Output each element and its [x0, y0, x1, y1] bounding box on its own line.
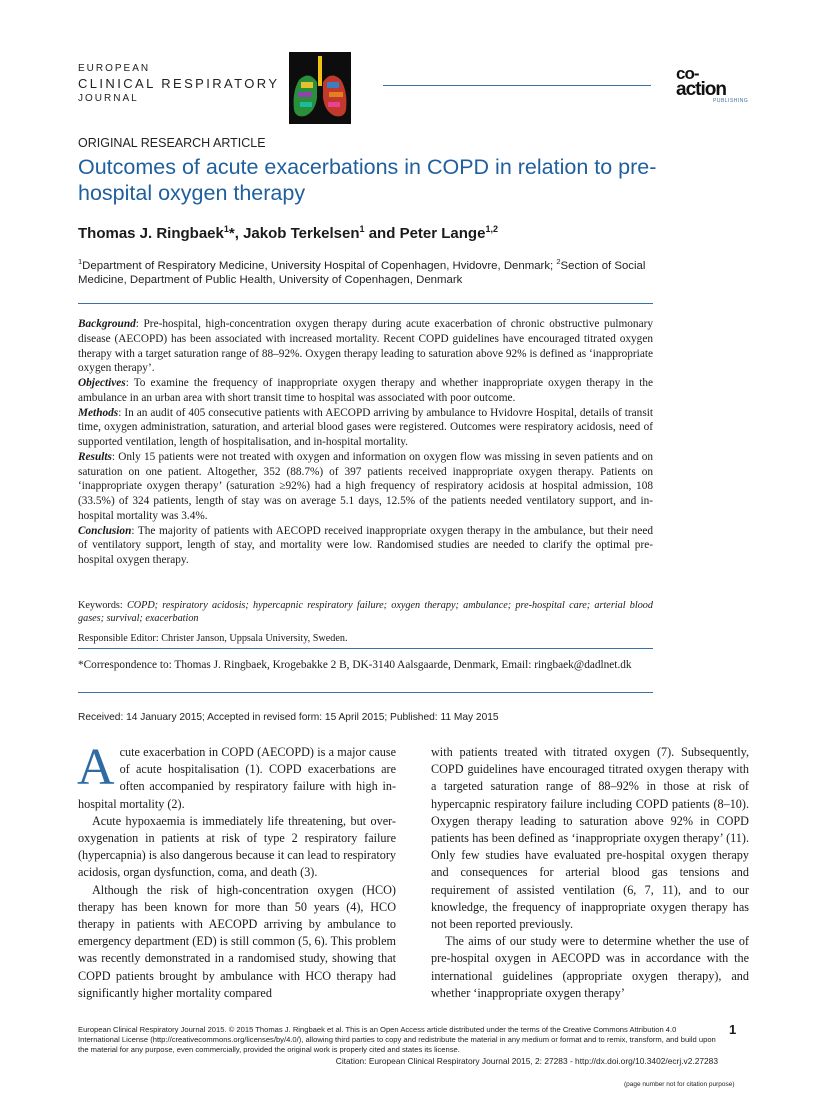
body-column-right — [431, 744, 749, 1002]
affiliation-text: Section of Social Medicine, Department of Public Health, University of Copenhagen, Denmark — [78, 259, 646, 286]
page-footer — [78, 1025, 718, 1066]
citation-line: Citation: European Clinical Respiratory Journal 2015, 2: 27283 - http://dx.doi.org/10.3402/ecrj.v2.27283 — [335, 1055, 718, 1066]
journal-name-line3: JOURNAL — [78, 93, 139, 104]
body-column-left — [77, 739, 396, 1002]
affiliation-marker: 1,2 — [485, 224, 498, 234]
body-paragraph: Although the risk of high-concentration oxygen (HCO) therapy has been known for more than 50 years (4), HCO therapy in patients with AECOPD arriving by ambulance to emergency department (ED) is still common (5, 6). This problem was recently demonstrated in a randomised study, showing that COPD patients brought by ambulance with HCO therapy had significantly higher mortality compared — [78, 882, 396, 1000]
section-label: Conclusion — [78, 524, 132, 537]
affiliation-marker: 2 — [556, 257, 561, 266]
header-divider — [383, 85, 651, 86]
author-name: Peter Lange — [399, 225, 486, 242]
journal-name-line1: EUROPEAN — [78, 63, 151, 74]
author-separator: *, — [228, 225, 244, 242]
abstract-results — [78, 450, 653, 524]
publication-dates: Received: 14 January 2015; Accepted in revised form: 15 April 2015; Published: 11 May 2015 — [78, 712, 499, 723]
license-notice: European Clinical Respiratory Journal 2015. © 2015 Thomas J. Ringbaek et al. This is an Open Access article distributed under the terms of the Creative Commons Attribution 4.0 International License (http://creativecommons.org/licenses/by/4.0/), allowing third parties to copy and redistribute the material in any medium or format and to remix, transform, and build upon the material for any purpose, even commercially, provided the original work is properly cited and states its license. — [78, 1025, 716, 1055]
lungs-illustration — [289, 52, 351, 124]
affiliation-marker: 1 — [359, 224, 365, 234]
abstract-bottom-divider — [78, 692, 653, 693]
responsible-editor: Responsible Editor: Christer Janson, Uppsala University, Sweden. — [78, 633, 348, 644]
page-number: 1 — [729, 1022, 737, 1037]
section-label: Background — [78, 318, 136, 330]
author-name: Jakob Terkelsen — [243, 225, 360, 242]
keywords-label: Keywords: — [78, 600, 127, 611]
section-label: Methods — [78, 406, 119, 419]
section-label: Objectives — [78, 377, 126, 389]
journal-cover-image — [289, 52, 351, 124]
keywords — [78, 599, 653, 625]
correspondence-divider — [78, 648, 653, 649]
body-paragraph: with patients treated with titrated oxygen (7). Subsequently, COPD guidelines have encouraged titrated oxygen therapy with a targeted saturation range of 88–92% in those at risk of hypercapnic respiratory failure including COPD patients (8–10). Oxygen therapy leading to saturation above 92% in COPD patients has been defined as ‘inappropriate oxygen therapy’ (11). Only few studies have evaluated pre-hospital oxygen therapy and consequences for arterial blood gas tensions and requirement of assisted ventilation (6, 7, 11), and to our knowledge, the frequency of inappropriate oxygen therapy has not been reported previously. — [431, 745, 749, 932]
body-paragraph: Acute hypoxaemia is immediately life threatening, but over-oxygenation in patients at risk of type 2 respiratory failure (hypercapnia) is also dangerous because it can lead to respiratory acidosis, organ dysfunction, coma, and death (3). — [78, 813, 396, 880]
affiliation-marker: 1 — [223, 224, 229, 234]
author-name: Thomas J. Ringbaek — [78, 225, 224, 242]
abstract-background — [78, 317, 653, 376]
affiliation-marker: 1 — [78, 257, 83, 266]
paragraph-text: cute exacerbation in COPD (AECOPD) is a major cause of acute hospitalisation (1). COPD exacerbations are often accompanied by respiratory failure with high in-hospital mortality (2). — [78, 745, 396, 811]
abstract-text: : In an audit of 405 consecutive patients with AECOPD arriving by ambulance to Hvidovre Hospital, details of transit time, oxygen administration, saturation, and arterial blood gases were registered. Outcomes were respiratory acidosis, need of supported ventilation, length of hospitalisation, and in-hospital mortality. — [78, 406, 653, 448]
body-paragraph: The aims of our study were to determine whether the use of pre-hospital oxygen in AECOPD was in accordance with the international guidelines (appropriate oxygen therapy), and whether ‘inappropriate oxygen therapy’ — [431, 934, 749, 1000]
journal-logo — [78, 63, 279, 104]
affiliation-text: Department of Respiratory Medicine, University Hospital of Copenhagen, Hvidovre, Denmark; — [82, 259, 557, 272]
author-list — [78, 224, 498, 242]
publisher-logo-line2: action — [676, 79, 726, 100]
body-paragraph — [77, 739, 396, 813]
abstract-conclusion — [78, 524, 653, 568]
drop-cap: A — [77, 739, 115, 796]
article-type: ORIGINAL RESEARCH ARTICLE — [78, 136, 266, 150]
abstract — [78, 317, 653, 568]
journal-name-line2: CLINICAL RESPIRATORY — [78, 76, 280, 91]
publisher-logo-line1: co- — [676, 64, 699, 83]
section-label: Results — [78, 450, 112, 463]
abstract-text: : The majority of patients with AECOPD received inappropriate oxygen therapy in the ambulance, but their need of ventilatory support, length of stay, and mortality were low. Randomised studies are needed to clarify the optimal pre-hospital oxygen therapy. — [78, 524, 653, 566]
abstract-text: : Only 15 patients were not treated with oxygen and information on oxygen flow was missing in seven patients and on saturation on one patient. Altogether, 352 (88.7%) of 397 patients received inappropriate oxygen therapy. Patients on ‘inappropriate oxygen therapy’ (saturation ≥92%) had a high frequency of respiratory acidosis at hospital admission, 108 (33.5%) of 324 patients, length of stay was on average 5.1 days, 12.5% of the patients needed ventilatory support, and in-hospital mortality was 3.4%. — [78, 450, 653, 522]
article-title: Outcomes of acute exacerbations in COPD in relation to pre-hospital oxygen therapy — [78, 155, 657, 205]
affiliations — [78, 255, 653, 287]
abstract-text: : To examine the frequency of inappropriate oxygen therapy and whether inappropriate oxygen therapy in the ambulance in an urban area with short transit time to hospital was associated with poor outcome. — [78, 377, 653, 404]
abstract-methods — [78, 406, 653, 450]
abstract-text: : Pre-hospital, high-concentration oxygen therapy during acute exacerbation of chronic obstructive pulmonary disease (AECOPD) has been associated with increased mortality. Recent COPD guidelines have encouraged titrated oxygen therapy with a target saturation range of 88–92%. Oxygen therapy leading to saturation above 92% is defined as ‘inappropriate oxygen therapy’. — [78, 318, 653, 375]
publisher-logo — [676, 66, 752, 104]
page-number-note: (page number not for citation purpose) — [624, 1081, 735, 1088]
publisher-logo-line3: PUBLISHING — [713, 98, 749, 104]
correspondence: *Correspondence to: Thomas J. Ringbaek, Krogebakke 2 B, DK-3140 Aalsgaarde, Denmark, Email: ringbaek@dadlnet.dk — [78, 659, 632, 671]
keywords-list: COPD; respiratory acidosis; hypercapnic respiratory failure; oxygen therapy; ambulance; pre-hospital care; arterial blood gases; survival; exacerbation — [78, 600, 653, 624]
author-separator: and — [364, 225, 400, 242]
abstract-top-divider — [78, 303, 653, 304]
abstract-objectives — [78, 376, 653, 406]
